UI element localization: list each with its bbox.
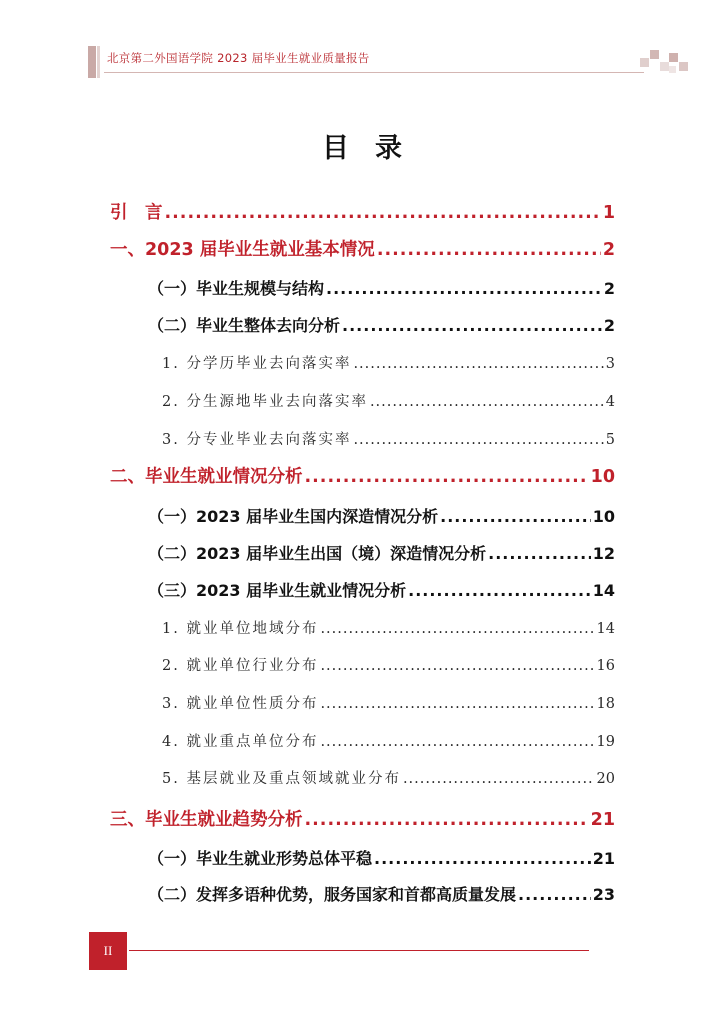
- toc-entry[interactable]: [148, 578, 615, 601]
- toc-entry-label: 3. 分专业毕业去向落实率: [162, 432, 352, 448]
- toc-entry-page: 3: [605, 356, 615, 372]
- toc-entry[interactable]: [148, 504, 615, 527]
- toc-entry[interactable]: [110, 463, 615, 488]
- toc-entry-page: 12: [592, 544, 615, 563]
- toc-leader-dots: [342, 316, 602, 335]
- toc-entry[interactable]: [162, 730, 615, 751]
- toc-entry-page: 19: [596, 734, 615, 750]
- header-accent-bar-light: [97, 46, 100, 78]
- toc-entry-label: 2. 分生源地毕业去向落实率: [162, 394, 368, 410]
- toc-entry-page: 1: [602, 203, 615, 223]
- toc-entry-page: 23: [592, 885, 615, 904]
- toc-entry-label: 引 言: [110, 203, 163, 223]
- toc-leader-dots: [440, 507, 591, 526]
- toc-entry[interactable]: [162, 692, 615, 713]
- toc-entry[interactable]: [162, 767, 615, 788]
- toc-entry-page: 2: [602, 240, 615, 260]
- toc-entry-label: 一、2023 届毕业生就业基本情况: [110, 240, 375, 260]
- toc-leader-dots: [377, 240, 601, 260]
- toc-entry-page: 2: [603, 279, 615, 298]
- toc-entry-label: （二）2023 届毕业生出国（境）深造情况分析: [148, 544, 487, 563]
- toc-entry-page: 4: [605, 394, 615, 410]
- toc-entry-label: 4. 就业重点单位分布: [162, 734, 319, 750]
- toc-entry-label: （三）2023 届毕业生就业情况分析: [148, 581, 407, 600]
- toc-leader-dots: [320, 696, 594, 712]
- toc-entry[interactable]: [162, 390, 615, 411]
- toc-leader-dots: [403, 771, 595, 787]
- toc-entry[interactable]: [148, 882, 615, 905]
- header-rule: [104, 72, 644, 73]
- toc-entry-page: 5: [605, 432, 615, 448]
- toc-leader-dots: [305, 810, 589, 830]
- footer-rule: [129, 950, 589, 951]
- toc-entry-label: （一）2023 届毕业生国内深造情况分析: [148, 507, 439, 526]
- toc-entry-page: 21: [592, 849, 615, 868]
- toc-entry-page: 20: [596, 771, 615, 787]
- toc-leader-dots: [353, 432, 603, 448]
- page-number-badge: II: [89, 932, 127, 970]
- toc-entry-label: （一）毕业生规模与结构: [148, 279, 325, 298]
- toc-entry-label: 1. 就业单位地域分布: [162, 621, 319, 637]
- toc-title: 目录: [322, 133, 428, 164]
- toc-entry-label: （一）毕业生就业形势总体平稳: [148, 849, 373, 868]
- toc-leader-dots: [326, 279, 602, 298]
- toc-entry-label: 3. 就业单位性质分布: [162, 696, 319, 712]
- toc-entry[interactable]: [162, 428, 615, 449]
- header-accent-bar: [88, 46, 96, 78]
- toc-entry[interactable]: [148, 313, 615, 336]
- toc-entry-label: 三、毕业生就业趋势分析: [110, 810, 303, 830]
- toc-leader-dots: [488, 544, 591, 563]
- toc-entry-page: 14: [592, 581, 615, 600]
- toc-leader-dots: [320, 734, 594, 750]
- toc-entry-label: （二）毕业生整体去向分析: [148, 316, 341, 335]
- toc-entry-label: （二）发挥多语种优势，服务国家和首都高质量发展: [148, 885, 517, 904]
- toc-entry-page: 10: [592, 507, 615, 526]
- toc-leader-dots: [353, 356, 603, 372]
- toc-entry[interactable]: [162, 352, 615, 373]
- toc-leader-dots: [374, 849, 591, 868]
- toc-entry-page: 18: [596, 696, 615, 712]
- toc-entry[interactable]: [110, 199, 615, 224]
- toc-leader-dots: [408, 581, 591, 600]
- toc-entry-page: 10: [590, 467, 615, 487]
- toc-entry[interactable]: [110, 236, 615, 261]
- toc-leader-dots: [320, 621, 594, 637]
- toc-entry-label: 1. 分学历毕业去向落实率: [162, 356, 352, 372]
- toc-entry-label: 5. 基层就业及重点领域就业分布: [162, 771, 401, 787]
- running-header: 北京第二外国语学院 2023 届毕业生就业质量报告: [107, 51, 370, 65]
- toc-entry[interactable]: [110, 806, 615, 831]
- toc-entry[interactable]: [148, 276, 615, 299]
- toc-leader-dots: [305, 467, 589, 487]
- toc-entry-page: 14: [596, 621, 615, 637]
- toc-entry-label: 2. 就业单位行业分布: [162, 658, 319, 674]
- toc-entry[interactable]: [148, 541, 615, 564]
- toc-entry-page: 2: [603, 316, 615, 335]
- toc-entry[interactable]: [162, 617, 615, 638]
- toc-leader-dots: [370, 394, 604, 410]
- toc-leader-dots: [518, 885, 591, 904]
- toc-entry[interactable]: [148, 846, 615, 869]
- toc-entry-page: 16: [596, 658, 615, 674]
- toc-leader-dots: [165, 203, 601, 223]
- toc-leader-dots: [320, 658, 594, 674]
- toc-entry-page: 21: [590, 810, 615, 830]
- toc-entry[interactable]: [162, 654, 615, 675]
- toc-entry-label: 二、毕业生就业情况分析: [110, 467, 303, 487]
